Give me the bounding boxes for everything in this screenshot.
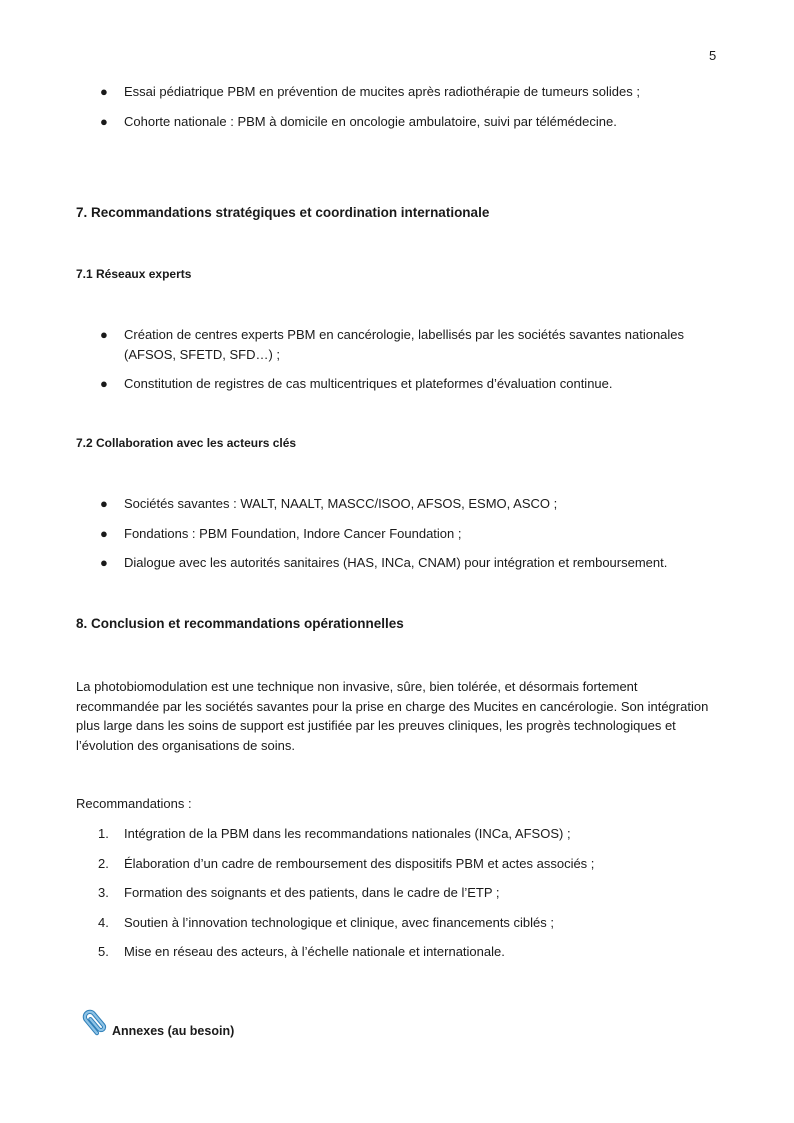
section-7-1-bullet-list	[76, 325, 716, 404]
section-7-2-bullet-list	[76, 494, 716, 583]
list-number: 3.	[98, 885, 109, 900]
bullet-icon: ●	[100, 496, 108, 511]
section-8-title: 8. Conclusion et recommandations opérationnelles	[76, 616, 404, 631]
list-item-text: Création de centres experts PBM en cancérologie, labellisés par les sociétés savantes nationales (AFSOS, SFETD, SFD…) ;	[124, 327, 685, 362]
section-7-2-title: 7.2 Collaboration avec les acteurs clés	[76, 436, 297, 450]
section-7-1-title: 7.1 Réseaux experts	[76, 267, 192, 281]
bullet-icon: ●	[100, 84, 108, 99]
bullet-icon: ●	[100, 113, 108, 129]
recommendations-label: Recommandations :	[76, 796, 192, 811]
list-item	[76, 942, 716, 962]
list-item-text: Formation des soignants et des patients, dans le cadre de l’ETP ;	[124, 885, 500, 900]
list-item	[76, 854, 716, 874]
conclusion-paragraph: La photobiomodulation est une technique non invasive, sûre, bien tolérée, et désormais fortement recommandée par les sociétés savantes pour la prise en charge des Mucites en cancérologie. Son intégration plus large dans les soins de support est justifiée par les preuves cliniques, les progrès technologiques et l’évolution des organisations de soins.	[76, 679, 709, 753]
page-number: 5	[709, 48, 717, 63]
list-item-text: Constitution de registres de cas multicentriques et plateformes d’évaluation continue.	[124, 376, 613, 391]
list-item	[76, 524, 716, 544]
bullet-icon: ●	[100, 525, 108, 541]
bullet-icon: ●	[100, 376, 108, 391]
list-item	[76, 325, 716, 364]
list-item-text: Cohorte nationale : PBM à domicile en oncologie ambulatoire, suivi par télémédecine.	[124, 113, 617, 129]
bullet-icon: ●	[100, 327, 108, 342]
list-item-text: Soutien à l’innovation technologique et clinique, avec financements ciblés ;	[124, 914, 554, 930]
list-item	[76, 82, 716, 102]
list-item	[76, 913, 716, 933]
list-item	[76, 553, 716, 573]
list-item	[76, 112, 716, 132]
list-item-text: Fondations : PBM Foundation, Indore Cancer Foundation ;	[124, 525, 462, 541]
list-number: 5.	[98, 944, 109, 959]
list-item	[76, 374, 716, 394]
list-item-text: Intégration de la PBM dans les recommandations nationales (INCa, AFSOS) ;	[124, 826, 571, 841]
list-item	[76, 824, 716, 844]
list-item-text: Élaboration d’un cadre de remboursement des dispositifs PBM et actes associés ;	[124, 855, 595, 871]
list-item-text: Sociétés savantes : WALT, NAALT, MASCC/ISOO, AFSOS, ESMO, ASCO ;	[124, 496, 558, 511]
list-item	[76, 494, 716, 514]
list-item-text: Mise en réseau des acteurs, à l’échelle nationale et internationale.	[124, 944, 505, 959]
annex-title: Annexes (au besoin)	[112, 1024, 235, 1038]
list-number: 1.	[98, 826, 109, 841]
recommendations-list	[76, 824, 716, 972]
list-item-text: Dialogue avec les autorités sanitaires (HAS, INCa, CNAM) pour intégration et remboursement.	[124, 555, 668, 570]
list-number: 4.	[98, 914, 109, 930]
section-7-title: 7. Recommandations stratégiques et coordination internationale	[76, 205, 490, 220]
list-number: 2.	[98, 855, 109, 871]
paperclip-icon	[78, 1006, 112, 1040]
list-item-text: Essai pédiatrique PBM en prévention de mucites après radiothérapie de tumeurs solides ;	[124, 84, 640, 99]
bullet-icon: ●	[100, 555, 108, 570]
intro-bullet-list	[76, 82, 716, 141]
list-item	[76, 883, 716, 903]
